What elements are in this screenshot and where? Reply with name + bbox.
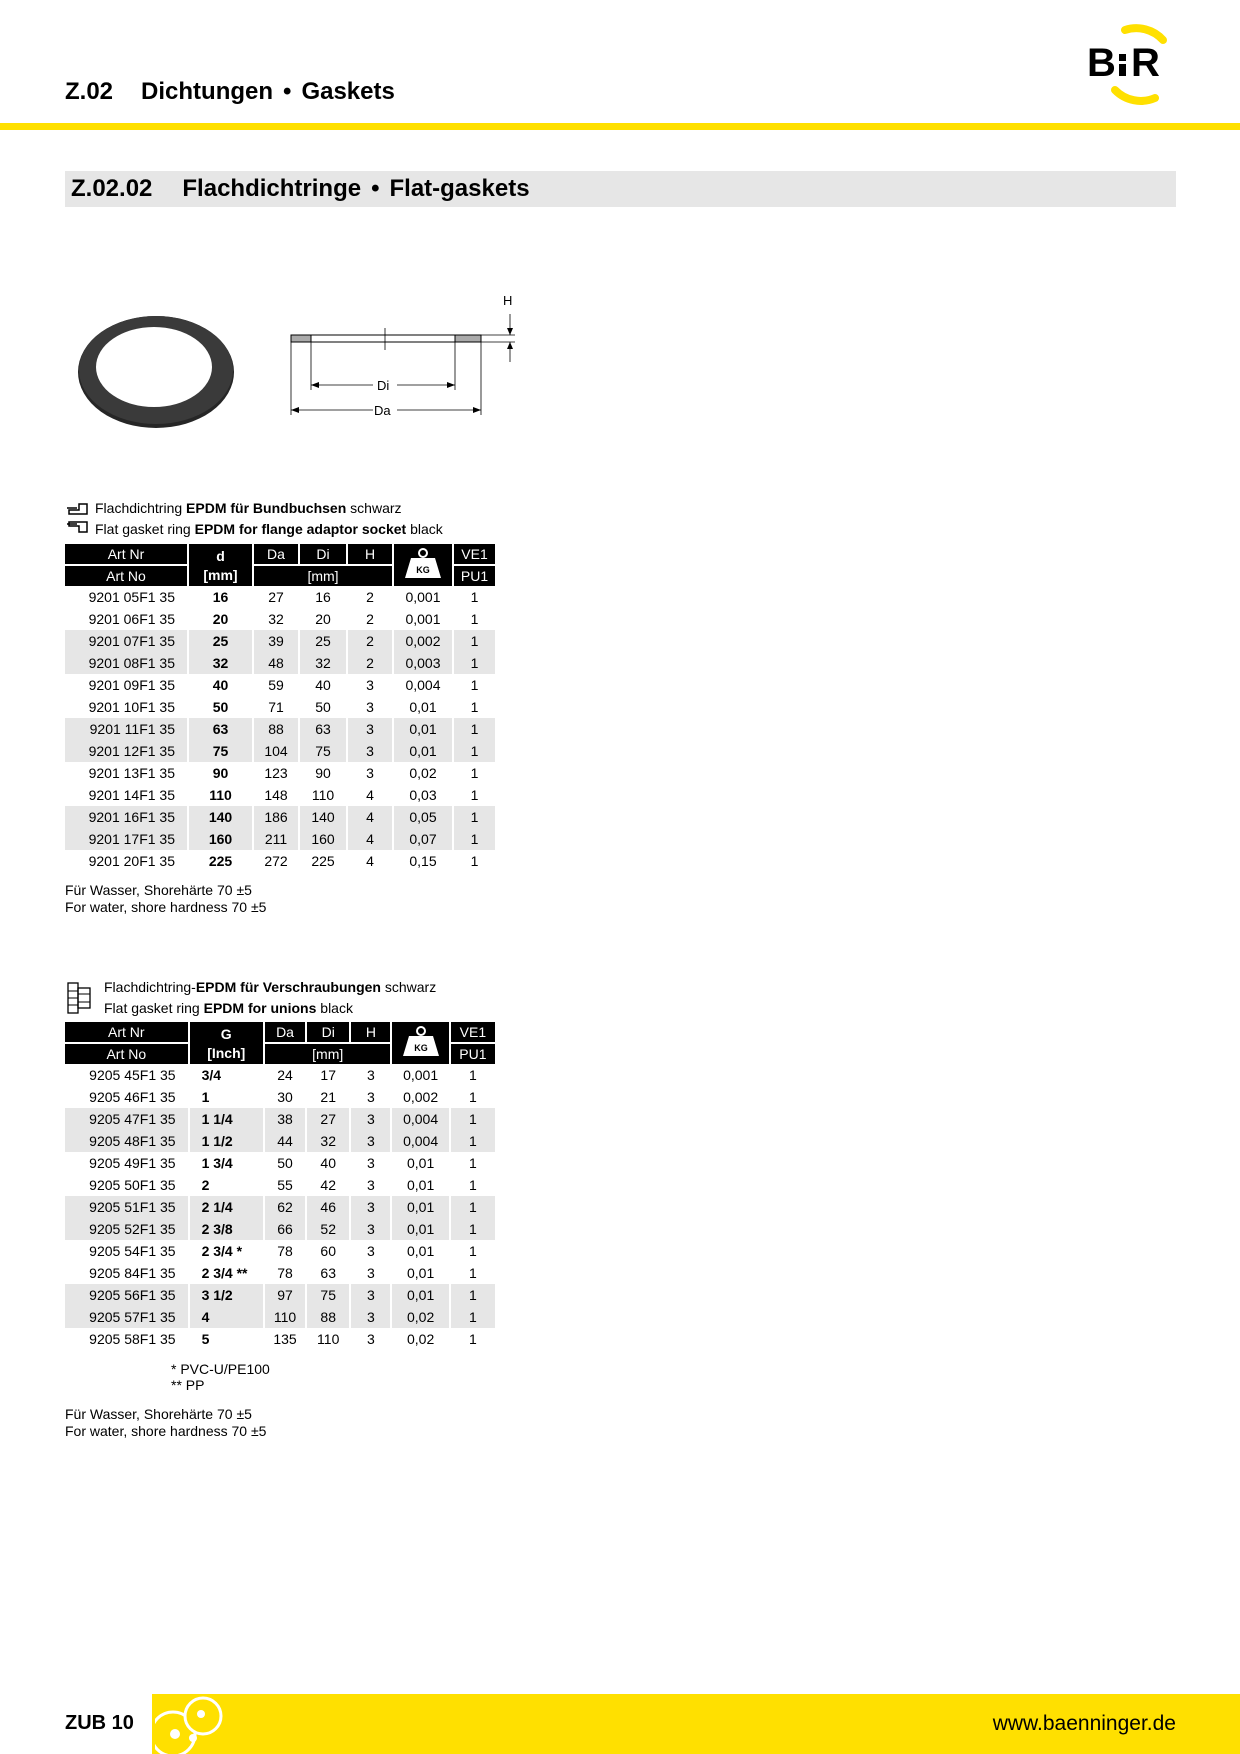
- cell-art-no: 9205 56F1 35: [65, 1284, 188, 1306]
- chapter-title-de: Dichtungen: [141, 78, 274, 105]
- cell-size: 25: [189, 630, 252, 652]
- table-row: [65, 1196, 495, 1218]
- cell-pu: 1: [451, 1218, 495, 1240]
- cell-h: 4: [366, 787, 374, 803]
- note-en: For water, shore hardness 70 ±5: [65, 1423, 267, 1439]
- table1-description: [65, 498, 485, 540]
- cell-art-no: 9205 58F1 35: [89, 1331, 176, 1347]
- cell-da: 211: [254, 828, 298, 850]
- union-fitting-icon: [65, 979, 95, 1017]
- cell-size: 140: [189, 806, 252, 828]
- table-row: [65, 1240, 495, 1262]
- table-row: [65, 1262, 495, 1284]
- cell-pu: 1: [468, 1177, 477, 1193]
- cell-da: 148: [264, 787, 288, 803]
- col-h: H: [351, 1022, 390, 1044]
- cell-art-no: 9201 14F1 35: [88, 787, 175, 803]
- cell-h: 2: [366, 589, 374, 605]
- col-unit-mm: [mm]: [254, 566, 392, 586]
- cell-di: 110: [311, 787, 335, 803]
- cell-di: 32: [307, 1130, 349, 1152]
- cell-weight: 0,002: [394, 630, 452, 652]
- cell-da: 55: [277, 1177, 293, 1193]
- cell-weight: 0,01: [409, 699, 437, 715]
- footnote-pp: ** PP: [171, 1377, 205, 1393]
- cell-da: 50: [277, 1155, 293, 1171]
- cell-pu: 1: [454, 652, 495, 674]
- cell-da: 272: [264, 853, 288, 869]
- cell-di: 40: [320, 1155, 336, 1171]
- cell-size: 40: [212, 677, 229, 693]
- cell-di: 16: [315, 589, 331, 605]
- col-weight: [394, 544, 452, 586]
- cell-da: 44: [265, 1130, 305, 1152]
- cell-pu: 1: [468, 1089, 477, 1105]
- table-row: [65, 828, 495, 850]
- col-ve: VE1: [451, 1022, 495, 1044]
- cell-h: 2: [348, 652, 392, 674]
- cell-art-no: 9201 05F1 35: [88, 589, 175, 605]
- cell-size: 2: [201, 1177, 210, 1193]
- page-header: [0, 0, 1240, 130]
- page-number: ZUB 10: [65, 1712, 134, 1734]
- cell-art-no: 9205 48F1 35: [65, 1130, 188, 1152]
- cell-weight: 0,07: [394, 828, 452, 850]
- table2-desc-en: [104, 998, 353, 1019]
- table-row: [65, 1306, 495, 1328]
- cell-weight: 0,02: [409, 765, 437, 781]
- cell-pu: 1: [470, 765, 479, 781]
- section-code: Z.02.02: [71, 175, 153, 202]
- footnote-pvc: * PVC-U/PE100: [171, 1361, 270, 1377]
- table2-desc-de: [104, 977, 436, 998]
- col-unit-mm: [mm]: [265, 1044, 391, 1064]
- cell-weight: 0,15: [409, 853, 437, 869]
- table1: [63, 544, 497, 872]
- table2: [63, 1022, 497, 1350]
- col-size-label: G: [220, 1026, 232, 1042]
- cell-da: 27: [268, 589, 284, 605]
- cell-pu: 1: [451, 1130, 495, 1152]
- table-row: [65, 1284, 495, 1306]
- cell-h: 3: [366, 765, 374, 781]
- cell-da: 78: [277, 1265, 293, 1281]
- footer-brand-mark: [155, 1694, 230, 1754]
- cell-weight: 0,01: [392, 1284, 448, 1306]
- desc-text: black: [316, 1000, 353, 1016]
- table-row: [65, 1086, 495, 1108]
- cell-di: 75: [300, 740, 346, 762]
- cell-size: 110: [209, 787, 232, 803]
- cell-size: 1 1/2: [190, 1130, 263, 1152]
- cell-size: 16: [212, 589, 229, 605]
- cell-da: 78: [277, 1243, 293, 1259]
- cell-pu: 1: [451, 1108, 495, 1130]
- cell-da: 38: [265, 1108, 305, 1130]
- cell-weight: 0,02: [406, 1331, 435, 1347]
- cell-art-no: 9201 12F1 35: [65, 740, 187, 762]
- cell-h: 3: [366, 677, 374, 693]
- cell-da: 186: [254, 806, 298, 828]
- table1-desc-de: [95, 498, 402, 519]
- desc-bold: EPDM für Verschraubungen: [195, 979, 381, 995]
- desc-bold: EPDM for flange adaptor socket: [194, 521, 407, 537]
- cell-weight: 0,002: [403, 1089, 439, 1105]
- cell-size: 2 1/4: [190, 1196, 263, 1218]
- cell-h: 3: [366, 1265, 375, 1281]
- cell-di: 88: [307, 1306, 349, 1328]
- cell-pu: 1: [470, 611, 479, 627]
- cell-art-no: 9205 84F1 35: [89, 1265, 176, 1281]
- cell-pu: 1: [470, 853, 479, 869]
- cell-art-no: 9205 57F1 35: [65, 1306, 188, 1328]
- table-row: [65, 740, 495, 762]
- table-row: [65, 674, 495, 696]
- col-h: H: [348, 544, 392, 566]
- h-dimension-label: H: [503, 293, 513, 308]
- cell-weight: 0,03: [409, 787, 437, 803]
- header-rule: [0, 123, 1240, 130]
- cell-weight: 0,001: [403, 1067, 439, 1083]
- cell-di: 20: [315, 611, 331, 627]
- cell-size: 1 3/4: [201, 1155, 233, 1171]
- cell-di: 17: [320, 1067, 336, 1083]
- cell-di: 60: [320, 1243, 336, 1259]
- cell-h: 3: [348, 740, 392, 762]
- cell-h: 3: [366, 1177, 375, 1193]
- cell-pu: 1: [468, 1265, 477, 1281]
- weight-icon: [401, 546, 445, 580]
- di-dimension-label: Di: [377, 378, 390, 393]
- title-separator: •: [283, 78, 292, 105]
- cell-weight: 0,01: [394, 718, 452, 740]
- cell-da: 30: [277, 1089, 293, 1105]
- col-di: Di: [307, 1022, 349, 1044]
- cell-art-no: 9201 09F1 35: [88, 677, 175, 693]
- cell-di: 63: [300, 718, 346, 740]
- page-footer: [0, 1694, 1240, 1754]
- cell-di: 75: [307, 1284, 349, 1306]
- cell-da: 71: [268, 699, 284, 715]
- col-size-label: d: [216, 548, 225, 564]
- weight-icon-label: KG: [413, 1042, 428, 1053]
- cell-art-no: 9201 10F1 35: [88, 699, 175, 715]
- cell-h: 2: [366, 611, 374, 627]
- table-row: [65, 806, 495, 828]
- table-row: [65, 608, 495, 630]
- cell-h: 3: [351, 1196, 390, 1218]
- cell-di: 40: [315, 677, 331, 693]
- table-row: [65, 1064, 495, 1086]
- desc-text: black: [406, 521, 443, 537]
- cell-pu: 1: [451, 1306, 495, 1328]
- table-row: [65, 1108, 495, 1130]
- table-row: [65, 718, 495, 740]
- table-row: [65, 1218, 495, 1240]
- cell-size: 1 1/4: [190, 1108, 263, 1130]
- cell-da: 39: [254, 630, 298, 652]
- cell-di: 21: [320, 1089, 336, 1105]
- cell-h: 3: [351, 1284, 390, 1306]
- cell-weight: 0,001: [405, 589, 441, 605]
- cell-da: 88: [254, 718, 298, 740]
- cell-da: 123: [264, 765, 288, 781]
- section-title-de: Flachdichtringe: [182, 175, 362, 202]
- table-row: [65, 1130, 495, 1152]
- svg-text:R: R: [1131, 41, 1160, 85]
- gasket-dimension-drawing: [285, 290, 525, 420]
- section-separator: •: [371, 175, 380, 202]
- col-art-nr: Art Nr: [65, 1022, 188, 1044]
- cell-da: 135: [273, 1331, 297, 1347]
- cell-weight: 0,02: [392, 1306, 448, 1328]
- cell-pu: 1: [451, 1284, 495, 1306]
- cell-size: 63: [189, 718, 252, 740]
- col-size: [189, 544, 252, 586]
- cell-size: 2 3/8: [190, 1218, 263, 1240]
- desc-text: Flachdichtring-: [104, 979, 196, 995]
- chapter-title: [65, 78, 395, 106]
- cell-da: 110: [265, 1306, 305, 1328]
- flange-socket-icon: [65, 500, 89, 536]
- cell-art-no: 9201 16F1 35: [65, 806, 187, 828]
- desc-text: schwarz: [380, 979, 437, 995]
- cell-size: 3 1/2: [190, 1284, 263, 1306]
- table2-body: [65, 1064, 495, 1350]
- cell-pu: 1: [468, 1331, 477, 1347]
- cell-art-no: 9205 50F1 35: [89, 1177, 176, 1193]
- table2-description: [65, 977, 505, 1019]
- cell-art-no: 9205 45F1 35: [89, 1067, 176, 1083]
- cell-h: 3: [366, 1155, 375, 1171]
- table-row: [65, 1328, 495, 1350]
- cell-di: 50: [315, 699, 331, 715]
- section-title: [71, 175, 530, 203]
- cell-size: 4: [190, 1306, 263, 1328]
- chapter-code: Z.02: [65, 78, 114, 105]
- note-de: Für Wasser, Shorehärte 70 ±5: [65, 1406, 252, 1422]
- da-dimension-label: Da: [374, 403, 391, 418]
- cell-di: 160: [300, 828, 346, 850]
- website-link[interactable]: www.baenninger.de: [992, 1712, 1176, 1735]
- table-row: [65, 1152, 495, 1174]
- cell-weight: 0,003: [394, 652, 452, 674]
- desc-bold: EPDM für Bundbuchsen: [186, 500, 347, 516]
- col-art-no: Art No: [65, 1044, 188, 1064]
- table-row: [65, 850, 495, 872]
- cell-da: 59: [268, 677, 284, 693]
- cell-da: 104: [254, 740, 298, 762]
- col-pu: PU1: [451, 1044, 495, 1064]
- cell-h: 3: [351, 1218, 390, 1240]
- cell-weight: 0,01: [406, 1155, 435, 1171]
- cell-h: 3: [366, 1067, 375, 1083]
- cell-art-no: 9205 52F1 35: [65, 1218, 188, 1240]
- cell-size: 2 3/4 *: [201, 1243, 243, 1259]
- cell-pu: 1: [468, 1067, 477, 1083]
- cell-size: 3/4: [201, 1067, 222, 1083]
- table1-note: [65, 882, 266, 916]
- cell-pu: 1: [454, 828, 495, 850]
- cell-weight: 0,01: [406, 1243, 435, 1259]
- cell-art-no: 9205 47F1 35: [65, 1108, 188, 1130]
- col-ve: VE1: [454, 544, 495, 566]
- col-da: Da: [254, 544, 298, 566]
- cell-h: 4: [366, 853, 374, 869]
- cell-art-no: 9201 13F1 35: [88, 765, 175, 781]
- col-da: Da: [265, 1022, 305, 1044]
- cell-da: 24: [277, 1067, 293, 1083]
- cell-weight: 0,004: [392, 1130, 448, 1152]
- cell-size: 32: [189, 652, 252, 674]
- table1-body: [65, 586, 495, 872]
- cell-art-no: 9205 54F1 35: [89, 1243, 176, 1259]
- cell-pu: 1: [470, 589, 479, 605]
- gasket-photo: [74, 310, 239, 430]
- cell-pu: 1: [454, 630, 495, 652]
- svg-text:B: B: [1087, 41, 1116, 85]
- cell-weight: 0,01: [406, 1177, 435, 1193]
- cell-art-no: 9201 07F1 35: [65, 630, 187, 652]
- cell-size: 20: [212, 611, 229, 627]
- table-row: [65, 652, 495, 674]
- cell-size: 5: [201, 1331, 210, 1347]
- cell-weight: 0,01: [394, 740, 452, 762]
- desc-text: Flat gasket ring: [95, 521, 195, 537]
- desc-text: Flat gasket ring: [104, 1000, 204, 1016]
- cell-weight: 0,01: [392, 1218, 448, 1240]
- table-row: [65, 696, 495, 718]
- cell-art-no: 9201 06F1 35: [88, 611, 175, 627]
- table-row: [65, 630, 495, 652]
- desc-text: Flachdichtring: [95, 500, 187, 516]
- cell-size: 75: [189, 740, 252, 762]
- table2-footnotes: [171, 1361, 270, 1393]
- table1-desc-en: [95, 519, 443, 540]
- cell-weight: 0,004: [405, 677, 441, 693]
- cell-h: 2: [348, 630, 392, 652]
- col-di: Di: [300, 544, 346, 566]
- cell-pu: 1: [470, 787, 479, 803]
- cell-weight: 0,01: [392, 1196, 448, 1218]
- cell-di: 27: [307, 1108, 349, 1130]
- cell-da: 66: [265, 1218, 305, 1240]
- col-pu: PU1: [454, 566, 495, 586]
- weight-icon: [399, 1024, 443, 1058]
- cell-size: 90: [212, 765, 229, 781]
- table-row: [65, 784, 495, 806]
- br-logo: [1085, 20, 1180, 105]
- cell-h: 3: [351, 1108, 390, 1130]
- col-art-nr: Art Nr: [65, 544, 187, 566]
- cell-h: 3: [351, 1130, 390, 1152]
- note-en: For water, shore hardness 70 ±5: [65, 899, 267, 915]
- cell-di: 90: [315, 765, 331, 781]
- cell-art-no: 9201 08F1 35: [65, 652, 187, 674]
- cell-di: 140: [300, 806, 346, 828]
- chapter-title-en: Gaskets: [301, 78, 395, 105]
- cell-size: 160: [189, 828, 252, 850]
- cell-pu: 1: [454, 806, 495, 828]
- cell-size: 2 3/4 **: [201, 1265, 248, 1281]
- cell-di: 46: [307, 1196, 349, 1218]
- cell-di: 225: [311, 853, 335, 869]
- cell-art-no: 9201 20F1 35: [88, 853, 175, 869]
- table-row: [65, 762, 495, 784]
- cell-pu: 1: [468, 1243, 477, 1259]
- cell-h: 3: [348, 718, 392, 740]
- cell-h: 4: [348, 828, 392, 850]
- cell-pu: 1: [470, 677, 479, 693]
- cell-di: 63: [320, 1265, 336, 1281]
- cell-pu: 1: [454, 740, 495, 762]
- col-size-unit: [mm]: [203, 567, 238, 583]
- cell-pu: 1: [451, 1196, 495, 1218]
- cell-h: 3: [366, 1331, 375, 1347]
- section-title-en: Flat-gaskets: [389, 175, 530, 202]
- cell-art-no: 9201 11F1 35: [65, 718, 187, 740]
- desc-bold: EPDM for unions: [203, 1000, 317, 1016]
- desc-text: schwarz: [346, 500, 402, 516]
- cell-h: 4: [348, 806, 392, 828]
- note-de: Für Wasser, Shorehärte 70 ±5: [65, 882, 252, 898]
- cell-h: 3: [366, 1243, 375, 1259]
- col-size-unit: [Inch]: [207, 1045, 246, 1061]
- weight-icon-label: KG: [416, 564, 430, 575]
- cell-di: 32: [300, 652, 346, 674]
- cell-art-no: 9201 17F1 35: [65, 828, 187, 850]
- cell-art-no: 9205 49F1 35: [89, 1155, 176, 1171]
- cell-h: 3: [351, 1306, 390, 1328]
- section-heading: [65, 171, 1176, 207]
- cell-art-no: 9205 46F1 35: [89, 1089, 176, 1105]
- cell-size: 225: [208, 853, 233, 869]
- cell-pu: 1: [470, 699, 479, 715]
- col-size: [190, 1022, 263, 1064]
- cell-di: 110: [317, 1331, 340, 1347]
- cell-h: 3: [366, 1089, 375, 1105]
- cell-weight: 0,05: [394, 806, 452, 828]
- cell-pu: 1: [454, 718, 495, 740]
- cell-da: 97: [265, 1284, 305, 1306]
- col-art-no: Art No: [65, 566, 187, 586]
- cell-di: 25: [300, 630, 346, 652]
- cell-da: 48: [254, 652, 298, 674]
- col-weight: [392, 1022, 448, 1064]
- cell-weight: 0,004: [392, 1108, 448, 1130]
- cell-h: 3: [366, 699, 374, 715]
- table2-note: [65, 1406, 266, 1440]
- cell-size: 1: [201, 1089, 210, 1105]
- cell-size: 50: [212, 699, 229, 715]
- cell-weight: 0,01: [406, 1265, 435, 1281]
- cell-da: 62: [265, 1196, 305, 1218]
- table-row: [65, 1174, 495, 1196]
- cell-art-no: 9205 51F1 35: [65, 1196, 188, 1218]
- cell-di: 52: [307, 1218, 349, 1240]
- table-row: [65, 586, 495, 608]
- cell-pu: 1: [468, 1155, 477, 1171]
- cell-di: 42: [320, 1177, 336, 1193]
- cell-weight: 0,001: [405, 611, 441, 627]
- cell-da: 32: [268, 611, 284, 627]
